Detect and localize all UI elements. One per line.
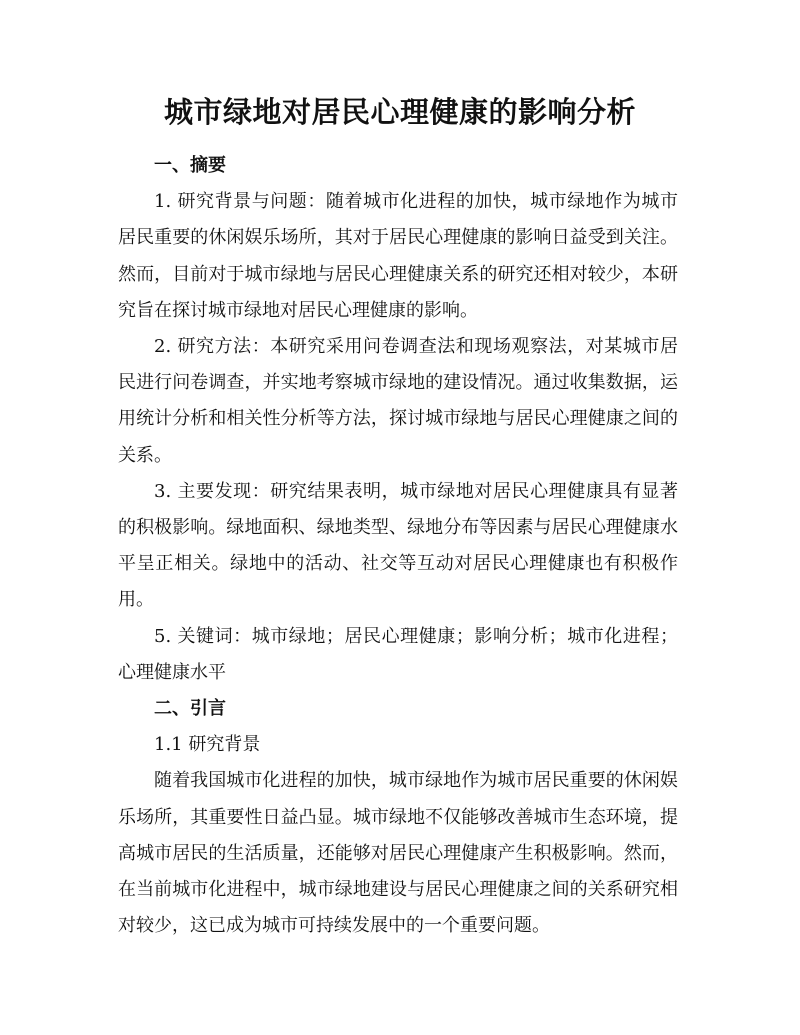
document-body (118, 148, 678, 944)
abstract-paragraph-background: 1. 研究背景与问题：随着城市化进程的加快，城市绿地作为城市居民重要的休闲娱乐场所，其对于居民心理健康的影响日益受到关注。然而，目前对于城市绿地与居民心理健康关系的研究还相对较少，本研究旨在探讨城市绿地对居民心理健康的影响。 (118, 191, 678, 321)
abstract-paragraph-methods: 2. 研究方法：本研究采用问卷调查法和现场观察法，对某城市居民进行问卷调查，并实地考察城市绿地的建设情况。通过收集数据，运用统计分析和相关性分析等方法，探讨城市绿地与居民心理健康之间的关系。 (118, 336, 678, 466)
subsection-heading-background: 1.1 研究背景 (154, 734, 261, 756)
abstract-paragraph-keywords: 5. 关键词：城市绿地；居民心理健康；影响分析；城市化进程；心理健康水平 (118, 625, 678, 683)
introduction-paragraph: 随着我国城市化进程的加快，城市绿地作为城市居民重要的休闲娱乐场所，其重要性日益凸显。城市绿地不仅能够改善城市生态环境，提高城市居民的生活质量，还能够对居民心理健康产生积极影响。然而，在当前城市化进程中，城市绿地建设与居民心理健康之间的关系研究相对较少，这已成为城市可持续发展中的一个重要问题。 (118, 770, 678, 937)
abstract-paragraph-findings: 3. 主要发现：研究结果表明，城市绿地对居民心理健康具有显著的积极影响。绿地面积、绿地类型、绿地分布等因素与居民心理健康水平呈正相关。绿地中的活动、社交等互动对居民心理健康也有积极作用。 (118, 480, 678, 611)
document-title: 城市绿地对居民心理健康的影响分析 (163, 95, 636, 129)
section-heading-abstract: 一、摘要 (154, 155, 226, 176)
section-heading-introduction: 二、引言 (154, 698, 226, 720)
